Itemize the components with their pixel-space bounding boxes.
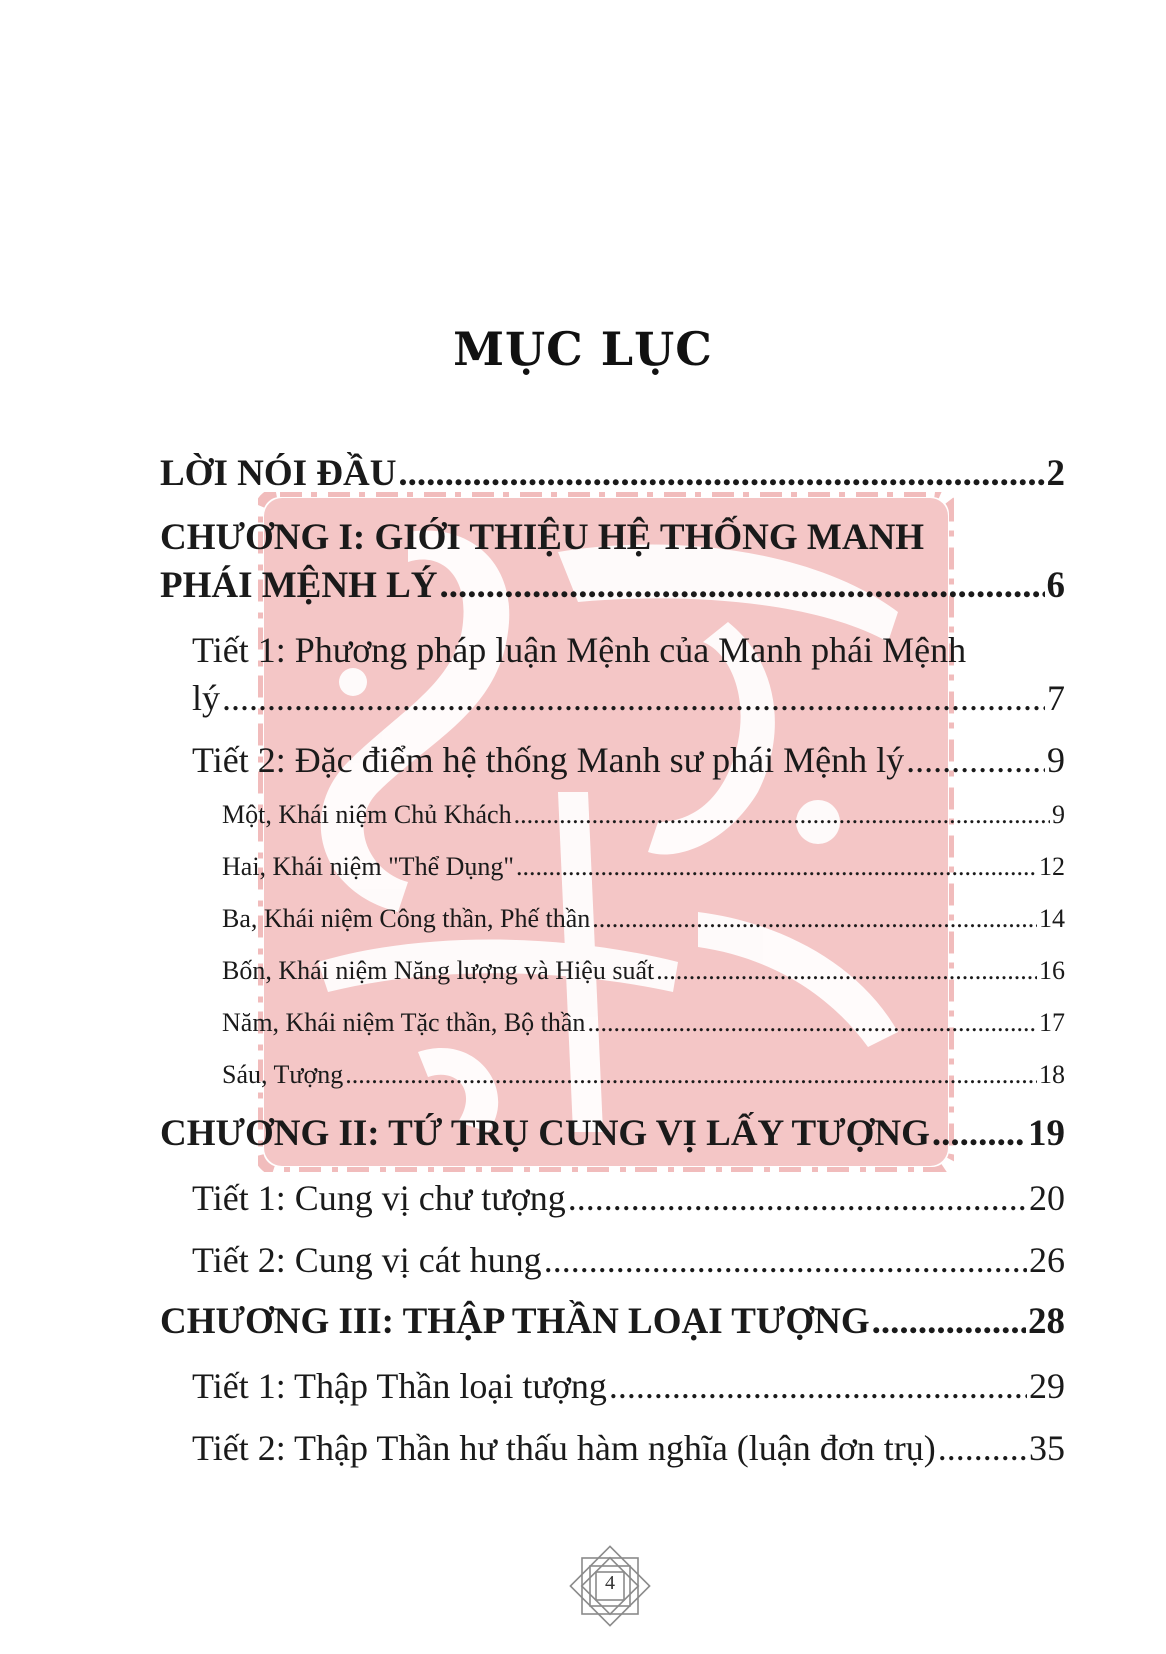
toc-entry-title: Tiết 2: Cung vị cát hung [192, 1240, 542, 1280]
toc-entry-title: Tiết 2: Thập Thần hư thấu hàm nghĩa (luận đơn trụ) [192, 1428, 936, 1468]
toc-entry[interactable] [160, 514, 1065, 610]
toc-entry[interactable] [160, 954, 1065, 988]
toc-entry[interactable] [160, 1362, 1065, 1410]
toc-dot-leader [568, 1174, 1027, 1222]
toc-dot-leader [656, 954, 1037, 988]
toc-entry[interactable] [160, 626, 1065, 722]
toc-entry[interactable] [160, 1174, 1065, 1222]
toc-entry-title: Tiết 2: Đặc điểm hệ thống Manh sư phái Mệnh lý [192, 740, 905, 780]
toc-entry[interactable] [160, 450, 1065, 498]
toc-entry[interactable] [160, 1058, 1065, 1092]
toc-page-number: 7 [1047, 678, 1065, 718]
toc-page-number: 9 [1052, 800, 1065, 829]
toc-page-number: 29 [1029, 1366, 1065, 1406]
toc-entry[interactable] [160, 736, 1065, 784]
toc-dot-leader [932, 1110, 1026, 1158]
toc-entry-title: lý [192, 678, 221, 718]
toc-page-number: 20 [1029, 1178, 1065, 1218]
toc-entry[interactable] [160, 1298, 1065, 1346]
toc-dot-leader [345, 1058, 1037, 1092]
toc-page-number: 12 [1039, 852, 1065, 881]
toc-dot-leader [544, 1236, 1027, 1284]
toc-dot-leader [516, 850, 1037, 884]
toc-page-number: 28 [1028, 1301, 1065, 1342]
toc-entry[interactable] [160, 1424, 1065, 1472]
toc-page-number: 16 [1039, 956, 1065, 985]
toc-entry-title: LỜI NÓI ĐẦU [160, 453, 397, 494]
toc-page-number: 26 [1029, 1240, 1065, 1280]
toc-entry-title: Sáu, Tượng [222, 1060, 344, 1089]
table-of-contents [160, 450, 1065, 1486]
toc-entry[interactable] [160, 902, 1065, 936]
toc-page-number: 19 [1028, 1113, 1065, 1154]
toc-dot-leader [609, 1362, 1027, 1410]
toc-entry[interactable] [160, 850, 1065, 884]
toc-dot-leader [906, 736, 1045, 784]
toc-page-number: 2 [1046, 453, 1065, 494]
toc-entry-title: Tiết 1: Thập Thần loại tượng [192, 1366, 607, 1406]
toc-entry-title: Một, Khái niệm Chủ Khách [222, 800, 512, 829]
page-title: MỤC LỤC [453, 322, 713, 376]
toc-page-number: 18 [1039, 1060, 1065, 1089]
toc-entry[interactable] [160, 1236, 1065, 1284]
toc-entry-title: CHƯƠNG III: THẬP THẦN LOẠI TƯỢNG [160, 1301, 870, 1342]
toc-entry-title-line: CHƯƠNG I: GIỚI THIỆU HỆ THỐNG MANH [160, 517, 925, 558]
toc-page-number: 9 [1047, 740, 1065, 780]
toc-entry-title: Tiết 1: Cung vị chư tượng [192, 1178, 566, 1218]
toc-dot-leader [440, 562, 1045, 610]
toc-dot-leader [398, 450, 1044, 498]
toc-page-number: 35 [1029, 1428, 1065, 1468]
toc-dot-leader [587, 1006, 1037, 1040]
toc-entry-title: Bốn, Khái niệm Năng lượng và Hiệu suất [222, 956, 655, 985]
toc-dot-leader [222, 674, 1045, 722]
toc-entry[interactable] [160, 1110, 1065, 1158]
toc-entry-title: PHÁI MỆNH LÝ [160, 565, 438, 606]
toc-page-number: 6 [1046, 565, 1065, 606]
page-number: 4 [605, 1572, 615, 1594]
toc-dot-leader [938, 1424, 1027, 1472]
toc-page-number: 17 [1039, 1008, 1065, 1037]
toc-entry-title: CHƯƠNG II: TỨ TRỤ CUNG VỊ LẤY TƯỢNG [160, 1113, 930, 1154]
toc-dot-leader [592, 902, 1037, 936]
toc-entry-title-line: Tiết 1: Phương pháp luận Mệnh của Manh phái Mệnh [192, 630, 967, 670]
toc-dot-leader [872, 1298, 1026, 1346]
toc-dot-leader [514, 798, 1050, 832]
toc-entry[interactable] [160, 1006, 1065, 1040]
toc-entry-title: Năm, Khái niệm Tặc thần, Bộ thần [222, 1008, 586, 1037]
toc-entry[interactable] [160, 798, 1065, 832]
toc-page-number: 14 [1039, 904, 1065, 933]
toc-entry-title: Hai, Khái niệm "Thể Dụng" [222, 852, 514, 881]
toc-entry-title: Ba, Khái niệm Công thần, Phế thần [222, 904, 591, 933]
